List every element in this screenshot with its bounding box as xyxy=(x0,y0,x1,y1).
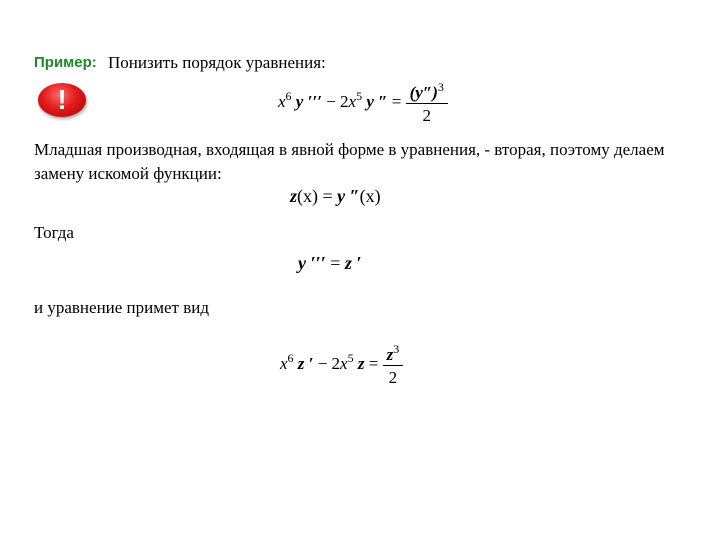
fraction: $\frac{z^3}{2}$ xyxy=(383,342,404,388)
equation-derivative: y ′′′ = z ′ xyxy=(298,253,362,273)
then-label: Тогда xyxy=(34,223,74,242)
exclamation-icon: ! xyxy=(38,83,86,117)
task-text: Понизить порядок уравнения: xyxy=(108,53,326,72)
equation-substitution: z(x) = y ″(x) xyxy=(290,186,381,206)
fraction: $\frac{(y'')^3}{2}$ xyxy=(406,80,448,126)
equation-original: $x^6$ y ′′′ − $2x^5$ y ″ = $\frac{(y'')^3}{2}$ xyxy=(278,80,448,126)
paragraph-result: и уравнение примет вид xyxy=(34,298,210,317)
paragraph-explanation: Младшая производная, входящая в явной форме в уравнения, - вторая, поэтому делаем замену искомой функции: xyxy=(34,140,665,183)
example-label: Пример: xyxy=(34,54,97,71)
equation-reduced: $x^6$ z ′ − $2x^5$ z = $\frac{z^3}{2}$ xyxy=(280,342,403,388)
